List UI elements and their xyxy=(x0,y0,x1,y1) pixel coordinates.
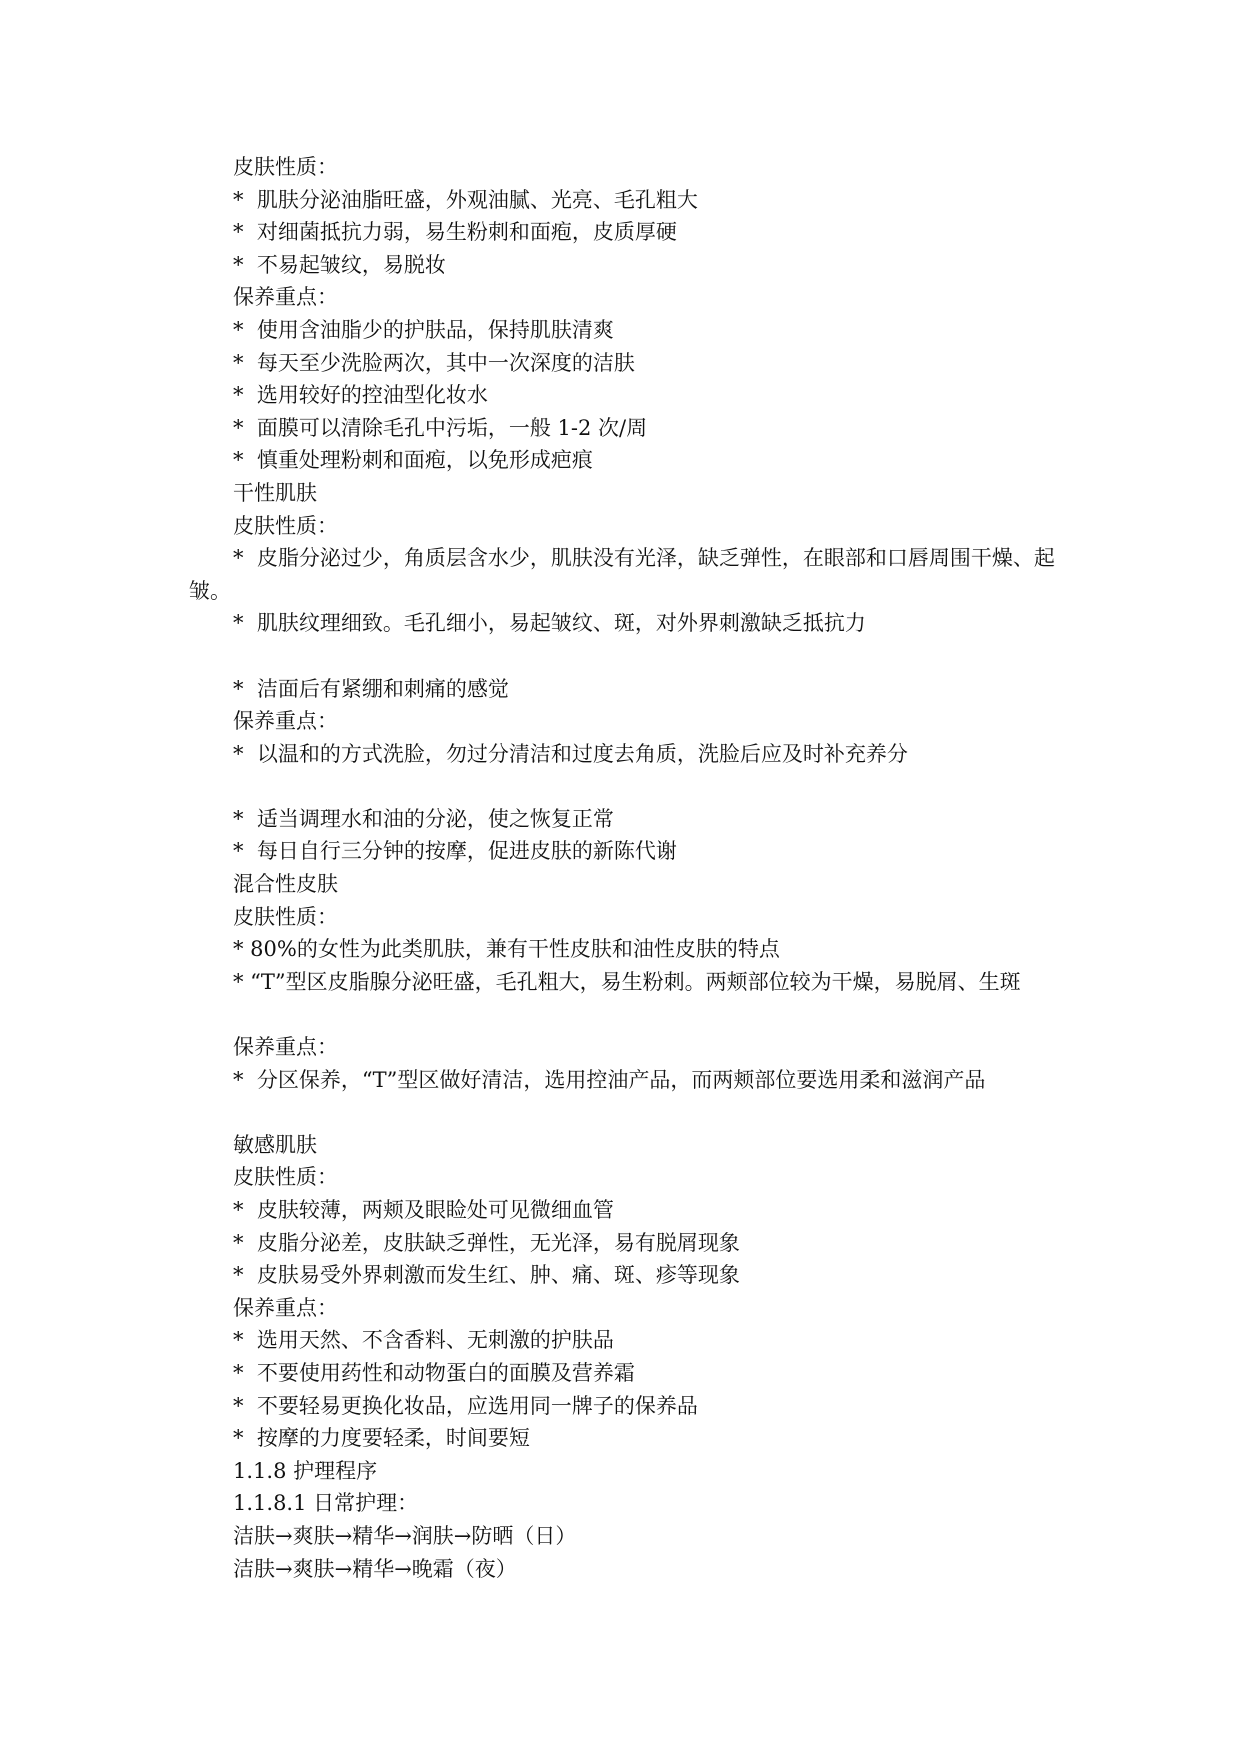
text-line: * 分区保养，“T”型区做好清洁，选用控油产品，而两颊部位要选用柔和滋润产品 xyxy=(233,1067,986,1092)
text-line: * 按摩的力度要轻柔，时间要短 xyxy=(233,1426,530,1451)
blank-line xyxy=(189,640,1069,673)
text-line: * 洁面后有紧绷和刺痛的感觉 xyxy=(233,676,509,701)
text-line: 皮肤性质： xyxy=(233,513,338,538)
text-line: * 以温和的方式洗脸，勿过分清洁和过度去角质，洗脸后应及时补充养分 xyxy=(233,741,908,766)
text-line: * 每日自行三分钟的按摩，促进皮肤的新陈代谢 xyxy=(233,839,677,864)
text-line: * 选用天然、不含香料、无刺激的护肤品 xyxy=(233,1328,614,1353)
text-line: * 不要轻易更换化妆品，应选用同一牌子的保养品 xyxy=(233,1393,698,1418)
text-line: 皮肤性质： xyxy=(233,1165,338,1190)
text-line: * 对细菌抵抗力弱，易生粉刺和面疱，皮质厚硬 xyxy=(233,220,677,245)
section-heading: 干性肌肤 xyxy=(233,480,317,505)
text-line: * 皮肤较薄，两颊及眼睑处可见微细血管 xyxy=(233,1198,614,1222)
text-line: 保养重点： xyxy=(233,709,338,734)
text-line: * 面膜可以清除毛孔中污垢，一般 1-2 次/周 xyxy=(233,415,648,440)
text-line: * 皮脂分泌差，皮肤缺乏弹性，无光泽，易有脱屑现象 xyxy=(233,1230,740,1255)
text-line: * 适当调理水和油的分泌，使之恢复正常 xyxy=(233,806,614,831)
text-line: 洁肤→爽肤→精华→晚霜（夜） xyxy=(233,1556,517,1581)
text-line: 保养重点： xyxy=(233,1035,338,1060)
blank-line xyxy=(189,1096,1069,1129)
section-heading: 1.1.8.1 日常护理： xyxy=(233,1491,419,1516)
text-line: * 肌肤分泌油脂旺盛，外观油腻、光亮、毛孔粗大 xyxy=(233,187,698,212)
document-body xyxy=(189,151,1069,1585)
section-heading: 混合性皮肤 xyxy=(233,872,338,897)
text-line: * 不要使用药性和动物蛋白的面膜及营养霜 xyxy=(233,1360,635,1385)
blank-line xyxy=(189,770,1069,803)
text-line: * 不易起皱纹，易脱妆 xyxy=(233,252,446,277)
text-line: 皮肤性质： xyxy=(233,155,338,179)
text-line: * 使用含油脂少的护肤品，保持肌肤清爽 xyxy=(233,317,614,342)
text-line: 皮肤性质： xyxy=(233,904,338,929)
text-line: * 选用较好的控油型化妆水 xyxy=(233,383,488,408)
text-line: * 皮肤易受外界刺激而发生红、肿、痛、斑、疹等现象 xyxy=(233,1263,740,1288)
text-line: * 肌肤纹理细致。毛孔细小，易起皱纹、斑，对外界刺激缺乏抵抗力 xyxy=(233,611,866,636)
blank-line xyxy=(189,998,1069,1031)
text-line: 保养重点： xyxy=(233,1295,338,1320)
text-line: 保养重点： xyxy=(233,285,338,310)
text-line: * 80%的女性为此类肌肤，兼有干性皮肤和油性皮肤的特点 xyxy=(233,937,780,962)
section-heading: 敏感肌肤 xyxy=(233,1132,317,1157)
section-heading: 1.1.8 护理程序 xyxy=(233,1458,378,1483)
text-line: 洁肤→爽肤→精华→润肤→防晒（日） xyxy=(233,1523,577,1548)
text-line: * 皮脂分泌过少，角质层含水少，肌肤没有光泽，缺乏弹性，在眼部和口唇周围干燥、起皱。 xyxy=(189,546,1055,603)
text-line: * “T”型区皮脂腺分泌旺盛，毛孔粗大，易生粉刺。两颊部位较为干燥，易脱屑、生斑 xyxy=(233,969,1021,994)
text-line: * 慎重处理粉刺和面疱，以免形成疤痕 xyxy=(233,448,593,473)
text-line: * 每天至少洗脸两次，其中一次深度的洁肤 xyxy=(233,350,635,375)
